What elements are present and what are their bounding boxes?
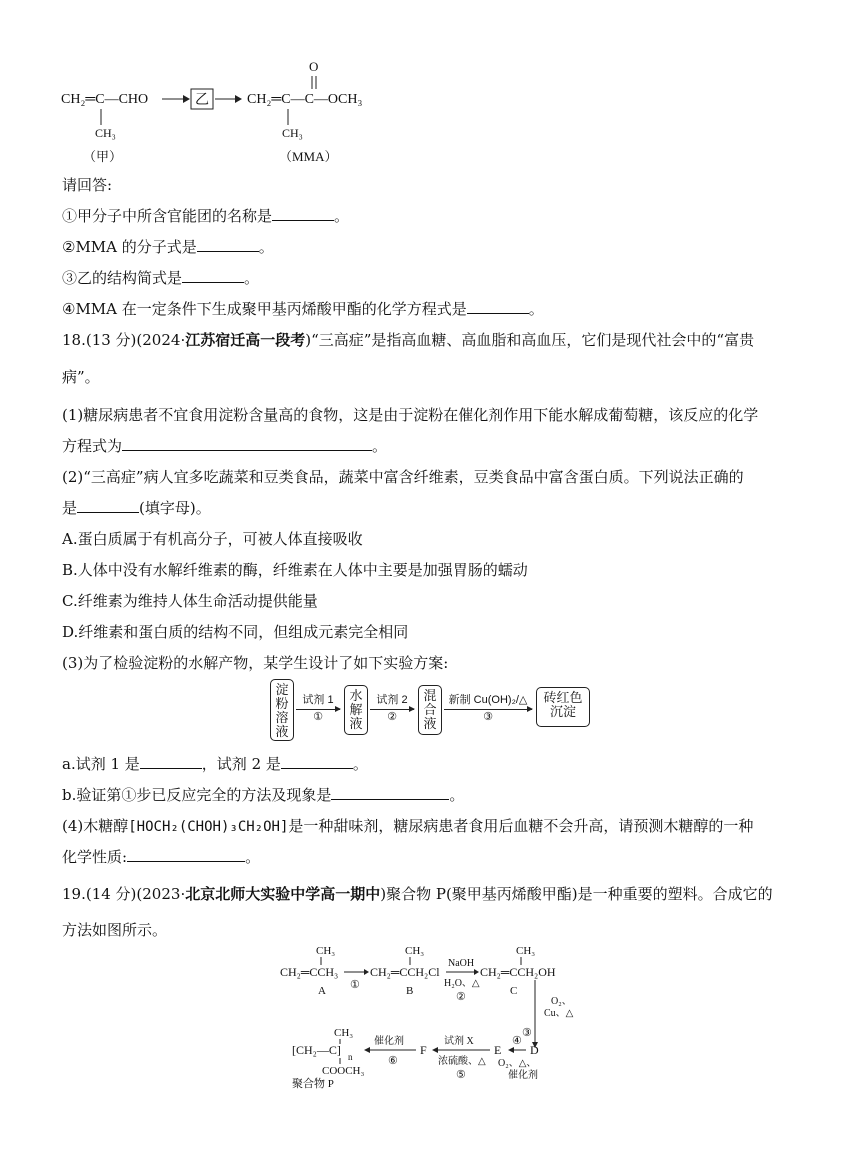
answer-blank[interactable] [197,237,259,252]
flow-box-hydrolysate: 水解液 [344,685,368,735]
compound-c-methyl: CH₃ [516,945,536,957]
compound-a: CH₂═CCH₃ [280,965,339,979]
flow-arrow-3 [444,691,532,723]
flow-arrow-1-step: ① [313,711,323,723]
flow-arrow-2-step: ② [387,711,397,723]
product-oxygen: O [309,59,319,74]
experiment-flow [270,677,600,741]
q18-part4-end: 。 [245,848,261,866]
flow-arrow-2-reagent: 试剂 2 [376,694,408,706]
polymer-p-methyl: CH₃ [334,1027,354,1039]
compound-b-label: B [406,985,414,997]
q17-item-1-text: ①甲分子中所含官能团的名称是 [62,207,273,225]
step-5-reagent: 试剂 X [444,1036,474,1047]
compound-b-methyl: CH₃ [405,945,425,957]
answer-blank[interactable] [272,206,334,221]
answer-blank[interactable] [140,754,202,769]
q18-source: 江苏宿迁高一段考 [185,331,306,349]
polymer-p-chain: [CH₂—C] [292,1043,341,1057]
q18-part3-a [62,754,368,774]
q17-item-2 [62,237,274,257]
step-4-label: ④ [512,1035,522,1047]
compound-a-methyl: CH₃ [316,945,336,957]
q18-number: 18.(13 分)(2024· [62,331,186,349]
q18-intro-cont: 病”。 [62,368,100,386]
polymer-p-n: n [348,1052,353,1062]
xylitol-formula: [HOCH₂(CHOH)₃CH₂OH] [128,819,289,835]
answer-blank[interactable] [127,847,245,862]
answer-blank[interactable] [281,754,353,769]
q19-intro: )聚合物 P(聚甲基丙烯酸甲酯)是一种重要的塑料。合成它的 [380,885,773,903]
q17-item-4 [62,299,544,319]
flow-arrow-2 [370,691,414,723]
step-3-condition-2: Cu、△ [544,1008,574,1019]
q18-part1: (1)糖尿病患者不宜食用淀粉含量高的食物，这是由于淀粉在催化剂作用下能水解成葡萄糖，该反应的化学 [62,406,759,424]
q18-option-c[interactable]: C.纤维素为维持人体生命活动提供能量 [62,592,318,610]
product-methyl: CH₃ [282,126,303,140]
q18-a-label1: a.试剂 1 是 [62,755,140,773]
q19-source: 北京北师大实验中学高一期中 [185,885,381,903]
q19-header [62,884,773,904]
q18-part4-label: (4)木糖醇 [62,817,129,835]
polymer-p-ester: COOCH₃ [322,1065,365,1077]
q17-item-2-end: 。 [258,238,274,256]
q18-option-a[interactable]: A.蛋白质属于有机高分子，可被人体直接吸收 [62,530,363,548]
step-6-catalyst: 催化剂 [374,1036,404,1047]
q18-a-end: 。 [352,755,368,773]
flow-arrow-1-reagent: 试剂 1 [302,694,334,706]
q18-b-end: 。 [449,786,465,804]
q17-item-3-text: ③乙的结构简式是 [62,269,183,287]
answer-blank[interactable] [182,268,244,283]
flow-arrow-1 [296,691,340,723]
q18-option-d[interactable]: D.纤维素和蛋白质的结构不同，但组成元素完全相同 [62,623,409,641]
intermediate-box: 乙 [195,93,209,108]
q18-part4-label2: 化学性质: [62,848,128,866]
q18-part2-cont [62,498,211,518]
q18-option-b[interactable]: B.人体中没有水解纤维素的酶，纤维素在人体中主要是加强胃肠的蠕动 [62,561,528,579]
q18-part1-label: 方程式为 [62,437,123,455]
compound-a-label: A [318,985,326,997]
q18-part1-cont [62,436,387,456]
q17-item-1 [62,206,349,226]
q18-part1-end: 。 [372,437,388,455]
step-2-reagent: NaOH [448,958,475,969]
q17-item-4-end: 。 [528,300,544,318]
flow-arrow-3-reagent: 新制 Cu(OH)₂/△ [448,694,528,706]
q18-a-label2: ，试剂 2 是 [201,755,281,773]
step-4-condition-2: 催化剂 [508,1070,538,1081]
reactant-label: （甲） [83,149,123,164]
step-3-label: ③ [522,1027,532,1039]
answer-blank[interactable] [331,785,449,800]
q18-part3: (3)为了检验淀粉的水解产物，某学生设计了如下实验方案: [62,654,449,672]
q18-part2-label: 是 [62,499,78,517]
answer-blank[interactable] [122,436,372,451]
q17-item-3-end: 。 [244,269,260,287]
answer-blank[interactable] [467,299,529,314]
compound-c-label: C [510,985,518,997]
step-5-label: ⑤ [456,1069,466,1081]
compound-b: CH₂═CCH₂Cl [370,965,440,979]
answer-blank[interactable] [77,498,139,513]
step-1-label: ① [350,979,360,991]
step-6-label: ⑥ [388,1055,398,1067]
q18-b-label: b.验证第①步已反应完全的方法及现象是 [62,786,332,804]
compound-d: D [530,1043,539,1057]
q18-part2: (2)“三高症”病人宜多吃蔬菜和豆类食品，蔬菜中富含纤维素，豆类食品中富含蛋白质。下列说法正确的 [62,468,744,486]
compound-f: F [420,1043,427,1057]
compound-c: CH₂═CCH₂OH [480,965,556,979]
q17-item-4-text: ④MMA 在一定条件下生成聚甲基丙烯酸甲酯的化学方程式是 [62,300,467,318]
step-4-condition: O₂、△、 [498,1058,537,1069]
flow-arrow-3-step: ③ [483,711,493,723]
q18-part4-cont [62,847,260,867]
q17-prompt: 请回答: [62,176,113,194]
q18-part4-text: 是一种甜味剂，糖尿病患者食用后血糖不会升高，请预测木糖醇的一种 [288,817,754,835]
q18-intro: )“三高症”是指高血糖、高血脂和高血压，它们是现代社会中的“富贵 [305,331,755,349]
polymer-p-label: 聚合物 P [292,1078,334,1090]
step-5-condition: 浓硫酸、△ [438,1056,486,1067]
q17-item-1-end: 。 [334,207,350,225]
q18-part3-b [62,785,464,805]
flow-box-brick-red-precipitate: 砖红色沉淀 [536,687,590,727]
flow-box-mixture: 混合液 [418,685,442,735]
reactant-methyl: CH₃ [95,126,116,140]
q18-part4 [62,816,753,837]
q17-item-2-text: ②MMA 的分子式是 [62,238,197,256]
q18-header [62,330,754,350]
product-label: （MMA） [279,149,338,164]
q19-number: 19.(14 分)(2023· [62,885,186,903]
q17-item-3 [62,268,259,288]
step-2-label: ② [456,991,466,1003]
flow-box-starch-solution: 淀粉溶液 [270,679,294,741]
q19-intro-cont: 方法如图所示。 [62,921,168,939]
reactant-formula: CH₂═C—CHO [61,92,149,107]
step-3-condition: O₂、 [551,996,572,1007]
step-2-condition: H₂O、△ [444,978,480,989]
product-formula: CH₂═C—C—OCH₃ [247,92,363,107]
mma-scheme [55,55,385,170]
compound-e: E [494,1043,502,1057]
synthesis-scheme [278,940,598,1090]
q18-part2-end: (填字母)。 [139,499,211,517]
